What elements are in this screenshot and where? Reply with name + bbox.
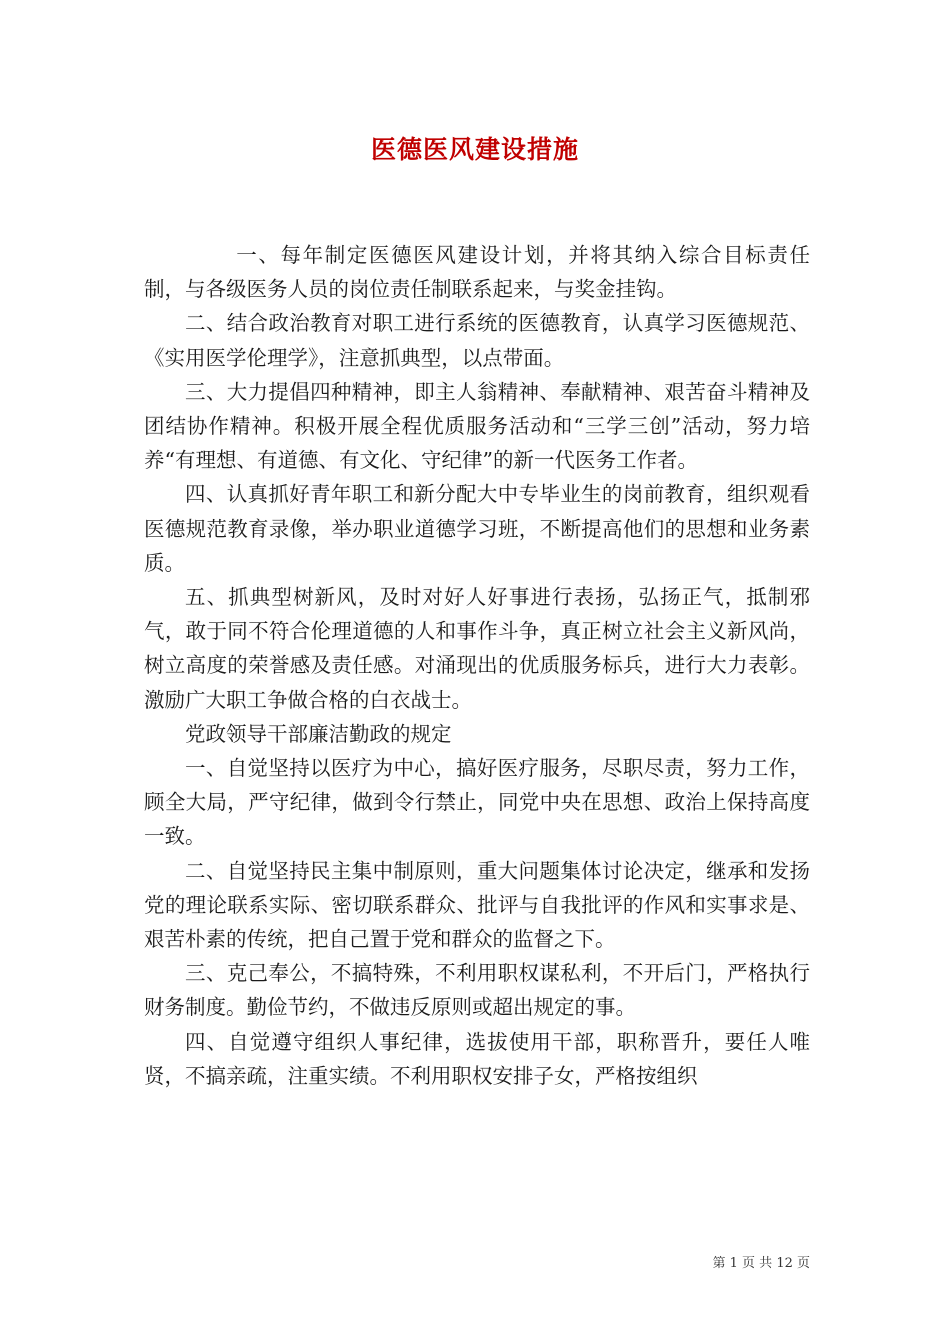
paragraph-9: 四、自觉遵守组织人事纪律，选拔使用干部，职称晋升，要任人唯贤，不搞亲疏，注重实绩。不利用职权安排子女，严格按组织 (144, 1029, 810, 1088)
document-body (144, 238, 810, 1093)
paragraph-2: 二、结合政治教育对职工进行系统的医德教育，认真学习医德规范、《实用医学伦理学》，注意抓典型，以点带面。 (144, 311, 810, 370)
paragraph-7: 二、自觉坚持民主集中制原则，重大问题集体讨论决定，继承和发扬党的理论联系实际、密切联系群众、批评与自我批评的作风和实事求是、艰苦朴素的传统，把自己置于党和群众的监督之下。 (144, 858, 810, 952)
paragraph-6: 一、自觉坚持以医疗为中心，搞好医疗服务，尽职尽责，努力工作，顾全大局，严守纪律，做到令行禁止，同党中央在思想、政治上保持高度一致。 (144, 756, 810, 849)
paragraph-8: 三、克己奉公，不搞特殊，不利用职权谋私利，不开后门，严格执行财务制度。勤俭节约，不做违反原则或超出规定的事。 (144, 961, 810, 1020)
document-title: 医德医风建设措施 (370, 135, 579, 164)
paragraph-5: 五、抓典型树新风，及时对好人好事进行表扬，弘扬正气，抵制邪气，敢于同不符合伦理道德的人和事作斗争，真正树立社会主义新风尚，树立高度的荣誉感及责任感。对涌现出的优质服务标兵，进行大力表彰。激励广大职工争做合格的白衣战士。 (144, 585, 810, 712)
paragraph-4: 四、认真抓好青年职工和新分配大中专毕业生的岗前教育，组织观看医德规范教育录像，举办职业道德学习班，不断提高他们的思想和业务素质。 (144, 482, 810, 575)
page-number: 第 1 页 共 12 页 (712, 1256, 810, 1271)
paragraph-3: 三、大力提倡四种精神，即主人翁精神、奉献精神、艰苦奋斗精神及团结协作精神。积极开展全程优质服务活动和“三学三创”活动，努力培养“有理想、有道德、有文化、守纪律”的新一代医务工作者。 (144, 379, 810, 473)
section-heading: 党政领导干部廉洁勤政的规定 (185, 721, 452, 746)
paragraph-1: 一、每年制定医德医风建设计划，并将其纳入综合目标责任制，与各级医务人员的岗位责任制联系起来，与奖金挂钩。 (144, 243, 810, 302)
